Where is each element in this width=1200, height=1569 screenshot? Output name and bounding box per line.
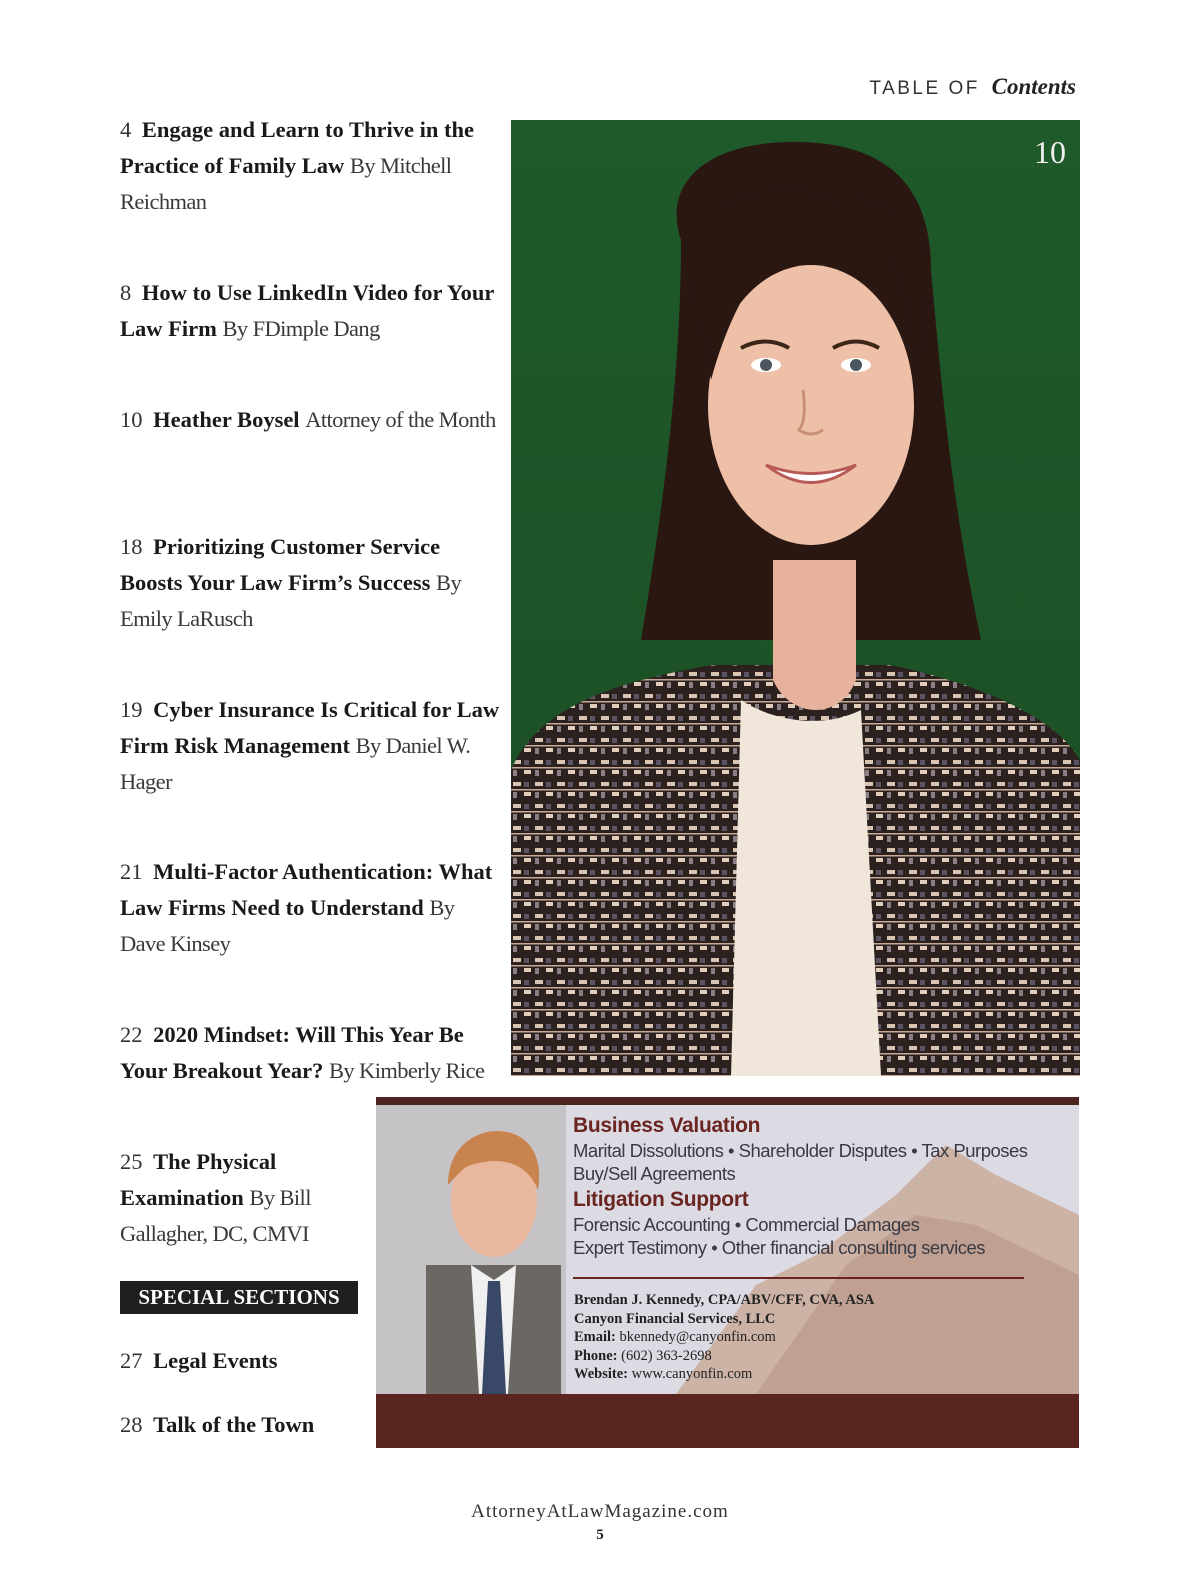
toc-title: Multi-Factor Authentication: What Law Firms Need to Understand xyxy=(120,859,493,920)
toc-title: Cyber Insurance Is Critical for Law Firm Risk Management xyxy=(120,697,500,758)
footer-page-number: 5 xyxy=(596,1527,604,1543)
toc-item[interactable] xyxy=(120,692,500,800)
toc-page-number: 28 xyxy=(120,1412,143,1437)
toc-header xyxy=(869,74,1076,100)
toc-item[interactable] xyxy=(120,854,500,962)
toc-item[interactable] xyxy=(120,529,500,637)
toc-byline: By FDimple Dang xyxy=(222,316,380,341)
toc-header-contents: Contents xyxy=(991,74,1076,99)
ad-heading-business-valuation: Business Valuation xyxy=(573,1114,761,1137)
ad-website-label: Website: xyxy=(574,1366,628,1382)
toc-item[interactable] xyxy=(120,112,500,220)
toc-item[interactable] xyxy=(120,1017,500,1089)
toc-byline: By Emily LaRusch xyxy=(120,570,462,631)
toc-page-number: 21 xyxy=(120,859,143,884)
toc-page-number: 27 xyxy=(120,1348,143,1373)
special-sections-badge: SPECIAL SECTIONS xyxy=(120,1281,358,1314)
ad-text-block xyxy=(573,1113,1063,1259)
ad-service-line: Buy/Sell Agreements xyxy=(573,1163,736,1184)
toc-byline: Attorney of the Month xyxy=(305,407,496,432)
toc-page-number: 18 xyxy=(120,534,143,559)
ad-phone-number[interactable]: (602) 363-2698 xyxy=(621,1347,712,1364)
toc-title: Engage and Learn to Thrive in the Practice of Family Law xyxy=(120,117,474,178)
toc-page-number: 19 xyxy=(120,697,143,722)
toc-title: Talk of the Town xyxy=(153,1412,315,1437)
ad-contact-name: Brendan J. Kennedy, CPA/ABV/CFF, CVA, ASA xyxy=(574,1292,875,1308)
toc-title: The Physical Examination xyxy=(120,1149,277,1210)
advertisement[interactable] xyxy=(376,1097,1079,1448)
ad-email-link[interactable]: bkennedy@canyonfin.com xyxy=(619,1329,776,1345)
ad-email-label: Email: xyxy=(574,1329,616,1345)
ad-service-line: Marital Dissolutions • Shareholder Disputes • Tax Purposes xyxy=(573,1140,1028,1161)
toc-title: Heather Boysel xyxy=(153,407,300,432)
footer-website[interactable]: AttorneyAtLawMagazine.com xyxy=(471,1501,729,1522)
toc-page-number: 8 xyxy=(120,280,132,305)
toc-page-number: 22 xyxy=(120,1022,143,1047)
toc-byline: By Mitchell Reichman xyxy=(120,153,452,214)
ad-top-bar xyxy=(376,1097,1079,1105)
toc-byline: By Kimberly Rice xyxy=(328,1058,485,1083)
toc-title: 2020 Mindset: Will This Year Be Your Breakout Year? xyxy=(120,1022,464,1083)
toc-byline: By Bill Gallagher, DC, CMVI xyxy=(120,1185,311,1246)
ad-contact-company: Canyon Financial Services, LLC xyxy=(574,1310,776,1327)
toc-page-number: 4 xyxy=(120,117,132,142)
toc-title: How to Use LinkedIn Video for Your Law Firm xyxy=(120,280,495,341)
toc-title: Prioritizing Customer Service Boosts Your Law Firm’s Success xyxy=(120,534,441,595)
toc-byline: By Dave Kinsey xyxy=(120,895,455,956)
ad-website-link[interactable]: www.canyonfin.com xyxy=(631,1366,753,1382)
ad-phone-label: Phone: xyxy=(574,1347,618,1364)
toc-page-number: 10 xyxy=(120,407,143,432)
ad-heading-litigation-support: Litigation Support xyxy=(573,1188,749,1211)
toc-item[interactable] xyxy=(120,1144,350,1252)
toc-page-number: 25 xyxy=(120,1149,143,1174)
toc-byline: By Daniel W. Hager xyxy=(120,733,471,794)
ad-divider xyxy=(573,1277,1024,1279)
cover-photo xyxy=(511,120,1080,1076)
toc-title: Legal Events xyxy=(153,1348,278,1373)
ad-service-line: Forensic Accounting • Commercial Damages xyxy=(573,1214,920,1235)
toc-item[interactable] xyxy=(120,402,500,438)
ad-contact-block xyxy=(574,1291,1044,1384)
ad-bottom-bar xyxy=(376,1394,1079,1448)
ad-service-line: Expert Testimony • Other financial consulting services xyxy=(573,1237,986,1258)
portrait-illustration xyxy=(511,120,1080,1076)
toc-header-prefix: TABLE OF xyxy=(869,78,980,99)
toc-item[interactable] xyxy=(120,275,500,347)
cover-page-number: 10 xyxy=(1034,134,1066,170)
